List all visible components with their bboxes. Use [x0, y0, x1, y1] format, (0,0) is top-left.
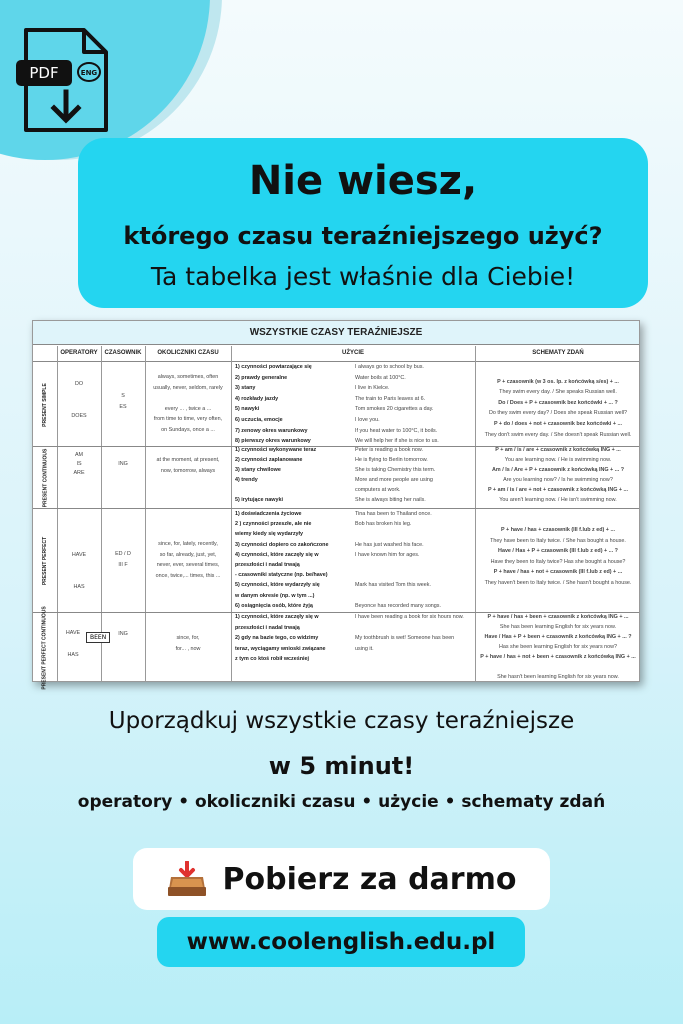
header-adverbs: OKOLICZNIKI CZASU — [157, 350, 219, 356]
usage-cell: 1) czynności wykonywane teraz 2) czynności zaplanowane 3) stany chwilowe 4) trendy 5) irytujące nawyki — [235, 447, 317, 503]
tagline-time: w 5 minut! — [268, 752, 415, 780]
tagline-main: Uporządkuj wszystkie czasy teraźniejsze — [108, 708, 575, 734]
header-schemes: SCHEMATY ZDAŃ — [532, 350, 584, 356]
schemes-cell: P + have / has + czasownik (III f.lub z ed) + ... They have been to Italy twice. / She has bought a house. Have / Has + P + czasownik (III f.lub z ed) + ... ? Have they been to Italy twice? Has she bought a house? P + have / has + not + czasownik (III f.lub z ed) + ... They haven't been to Italy twice. / She hasn't bought a house. — [484, 527, 632, 586]
table-title: WSZYSTKIE CZASY TERAŹNIEJSZE — [33, 321, 639, 345]
header-verb: CZASOWNIK — [104, 350, 142, 356]
schemes-cell: P + czasownik (w 3 os. lp. z końcówką s/es) + ... They swim every day. / She speaks Russian well. Do / Does + P + czasownik bez końcówki + ... ? Do they swim every day? / Does she speak Russian well? P + do / does + not + czasownik bez końcówki + ... They don't swim every day. / She doesn't speak Russian well. — [484, 378, 632, 438]
download-button[interactable] — [133, 848, 550, 910]
headline-title: Nie wiesz, — [248, 158, 478, 204]
been-box: BEEN — [86, 632, 110, 643]
verb-cell: ED / D III F — [115, 551, 131, 568]
tense-label: PRESENT SIMPLE — [42, 382, 48, 427]
schemes-cell: P + have / has + been + czasownik z końcówką ING + ... She has been learning English for six years now. Have / Has + P + been + czasownik z końcówką ING + ... ? Has she been learning English for six years now? P + have / has + not + been + czasownik z końcówką ING + ... She hasn't been learning English for six years now. — [480, 614, 636, 680]
verb-cell: S ES — [119, 393, 127, 410]
tense-label: PRESENT PERFECT CONTINUOUS — [42, 606, 48, 690]
header-usage: UŻYCIE — [341, 350, 364, 356]
verb-cell: ING — [118, 461, 128, 467]
tense-label: PRESENT PERFECT — [42, 536, 48, 585]
operator-cell: AM IS ARE — [73, 452, 85, 476]
usage-cell: 1) czynności powtarzające się 2) prawdy generalne 3) stany 4) rozkłady jazdy 5) nawyki 6) uczucia, emocje 7) zenowy okres warunkowy 8) pierwszy okres warunkowy — [235, 364, 312, 445]
tenses-table — [32, 320, 640, 690]
tagline-topics: operatory • okoliczniki czasu • użycie • schematy zdań — [77, 792, 606, 812]
pdf-label: PDF — [29, 64, 59, 82]
examples-cell: I have been reading a book for six hours now. My toothbrush is wet! Someone has been using it. — [355, 614, 464, 652]
website-link[interactable]: www.coolenglish.edu.pl — [157, 917, 525, 967]
usage-cell: 1) doświadczenia życiowe 2 ) czynności przeszłe, ale nie wiemy kiedy się wydarzyły 3) czynności dopiero co zakończone 4) czynności, które zaczęły się w przeszłości i nadal trwają - czasowniki statyczne (np. be/have) 5) czynności, które wydarzyły się w danym okresie (np. w tym ...) 6) osiągnięcia osób, które żyją — [235, 511, 329, 609]
table-header — [33, 346, 639, 362]
adverbs-cell: always, sometimes, often usually, never, seldom, rarely every ... , twice a ... from time to time, very often, on Sundays, once a ... — [153, 374, 223, 433]
examples-cell: Peter is reading a book now. He is flying to Berlin tomorrow. She is taking Chemistry this term. More and more people are using computers at work. She is always biting her nails. — [355, 447, 436, 503]
inbox-tray-icon — [167, 861, 207, 897]
operator-cell: HAVE HAS — [65, 630, 81, 658]
headline-box — [78, 138, 648, 308]
examples-cell: I always go to school by bus. Water boils at 100°C. I live in Kielce. The train to Paris leaves at 6. Tom smokes 20 cigarettes a day. I love you. If you heat water to 100°C, it boils. We will help her if she is nice to us. — [355, 364, 439, 445]
eng-badge: ENG — [80, 69, 98, 77]
adverbs-cell: at the moment, at present, now, tomorrow, always — [156, 457, 220, 474]
schemes-cell: P + am / is / are + czasownik z końcówką ING + ... You are learning now. / He is swimming now. Am / Is / Are + P + czasownik z końcówką ING + ... ? Are you learning now? / Is he swimming now? P + am / is / are + not + czasownik z końcówką ING + ... You aren't learning now. / He isn't swimming now. — [487, 447, 629, 503]
examples-cell: Tina has been to Thailand once. Bob has broken his leg. He has just washed his face. I have known him for ages. Mark has visited Tom this week. Beyonce has recorded many songs. — [355, 511, 442, 609]
verb-cell: ING — [118, 631, 128, 637]
headline-question: którego czasu teraźniejszego użyć? — [123, 222, 603, 250]
tense-label: PRESENT CONTINUOUS — [42, 448, 48, 507]
adverbs-cell: since, for, for... , now — [175, 635, 201, 652]
adverbs-cell: since, for, lately, recently, so far, already, just, yet, never, ever, several times, once, twice,... times, this ... — [155, 541, 221, 579]
header-operators: OPERATORY — [60, 350, 98, 356]
operator-cell: DO DOES — [71, 381, 87, 419]
download-label: Pobierz za darmo — [222, 861, 517, 897]
usage-cell: 1) czynności, które zaczęły się w przeszłości i nadal trwają 2) gdy na bazie tego, co widzimy teraz, wyciągamy wnioski związane z tym co ktoś robił wcześniej — [235, 614, 326, 663]
headline-subtitle: Ta tabelka jest właśnie dla Ciebie! — [150, 262, 576, 291]
operator-cell: HAVE HAS — [71, 552, 87, 590]
pdf-download-icon[interactable] — [14, 28, 110, 134]
